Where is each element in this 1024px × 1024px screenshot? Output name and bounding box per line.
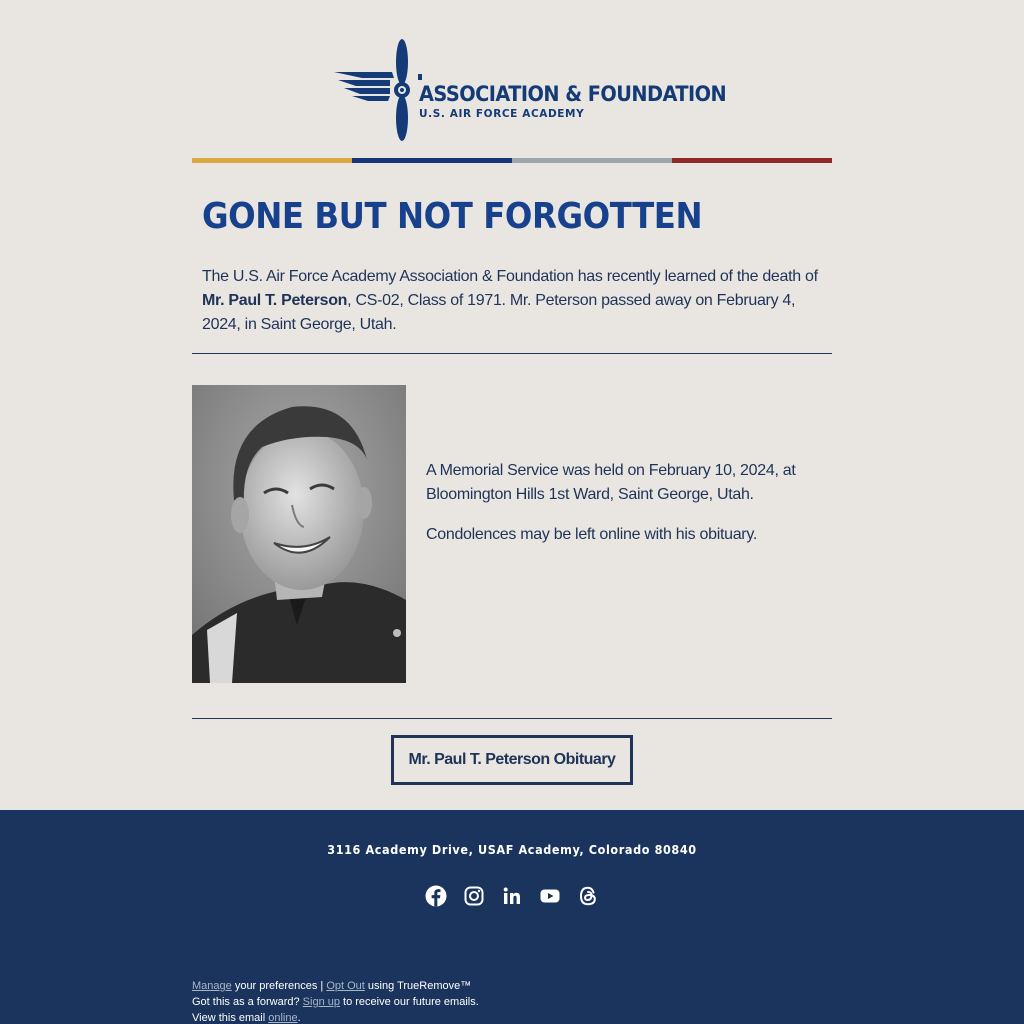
footer-address: 3116 Academy Drive, USAF Academy, Colorado 80840 [327, 842, 697, 857]
legal-line-forward [192, 994, 479, 1010]
portrait-photo [192, 385, 406, 683]
deceased-name: Mr. Paul T. Peterson [202, 292, 348, 309]
view-period: . [297, 1012, 301, 1024]
brand-title: ASSOCIATION & FOUNDATION [419, 82, 727, 106]
footer-legal [192, 978, 479, 1024]
color-stripes [192, 158, 832, 163]
facebook-icon[interactable] [424, 884, 448, 908]
stripe-gold [192, 158, 352, 163]
sign-up-link[interactable]: Sign up [302, 996, 340, 1008]
opt-out-link[interactable]: Opt Out [326, 980, 365, 992]
divider-top [192, 353, 832, 354]
view-online-link[interactable]: online [268, 1012, 298, 1024]
divider-bottom [192, 718, 832, 719]
stripe-blue [352, 158, 512, 163]
intro-paragraph [202, 265, 826, 337]
stripe-red [672, 158, 832, 163]
sign-up-text: to receive our future emails. [339, 996, 479, 1008]
page-title: GONE BUT NOT FORGOTTEN [202, 196, 703, 237]
social-links [0, 884, 1024, 908]
stripe-gray [512, 158, 672, 163]
manage-link[interactable]: Manage [192, 980, 232, 992]
opt-out-text: using TrueRemove™ [364, 980, 472, 992]
instagram-icon[interactable] [462, 884, 486, 908]
propeller-wings-icon [332, 38, 422, 142]
youtube-icon[interactable] [538, 884, 562, 908]
forward-text: Got this as a forward? [192, 996, 303, 1008]
footer [0, 810, 1024, 1024]
threads-icon[interactable] [576, 884, 600, 908]
memorial-service-text: A Memorial Service was held on February 10, 2024, at Bloomington Hills 1st Ward, Saint George, Utah. [426, 462, 796, 503]
intro-text-before: The U.S. Air Force Academy Association & Foundation has recently learned of the death of [202, 268, 818, 285]
legal-line-preferences [192, 978, 479, 994]
obituary-button[interactable]: Mr. Paul T. Peterson Obituary [391, 735, 633, 785]
linkedin-icon[interactable] [500, 884, 524, 908]
legal-line-view [192, 1010, 479, 1024]
portrait-image [192, 385, 406, 683]
brand-logo[interactable] [332, 38, 727, 142]
view-text: View this email [192, 1012, 269, 1024]
condolences-text: Condolences may be left online with his obituary. [426, 526, 757, 543]
header [0, 0, 1024, 160]
intro-text-after: , CS-02, Class of 1971. Mr. Peterson passed away on February 4, 2024, in Saint George, Utah. [202, 292, 796, 333]
memorial-details [426, 459, 816, 563]
manage-text: your preferences | [231, 980, 327, 992]
brand-subtitle: U.S. AIR FORCE ACADEMY [419, 108, 585, 120]
